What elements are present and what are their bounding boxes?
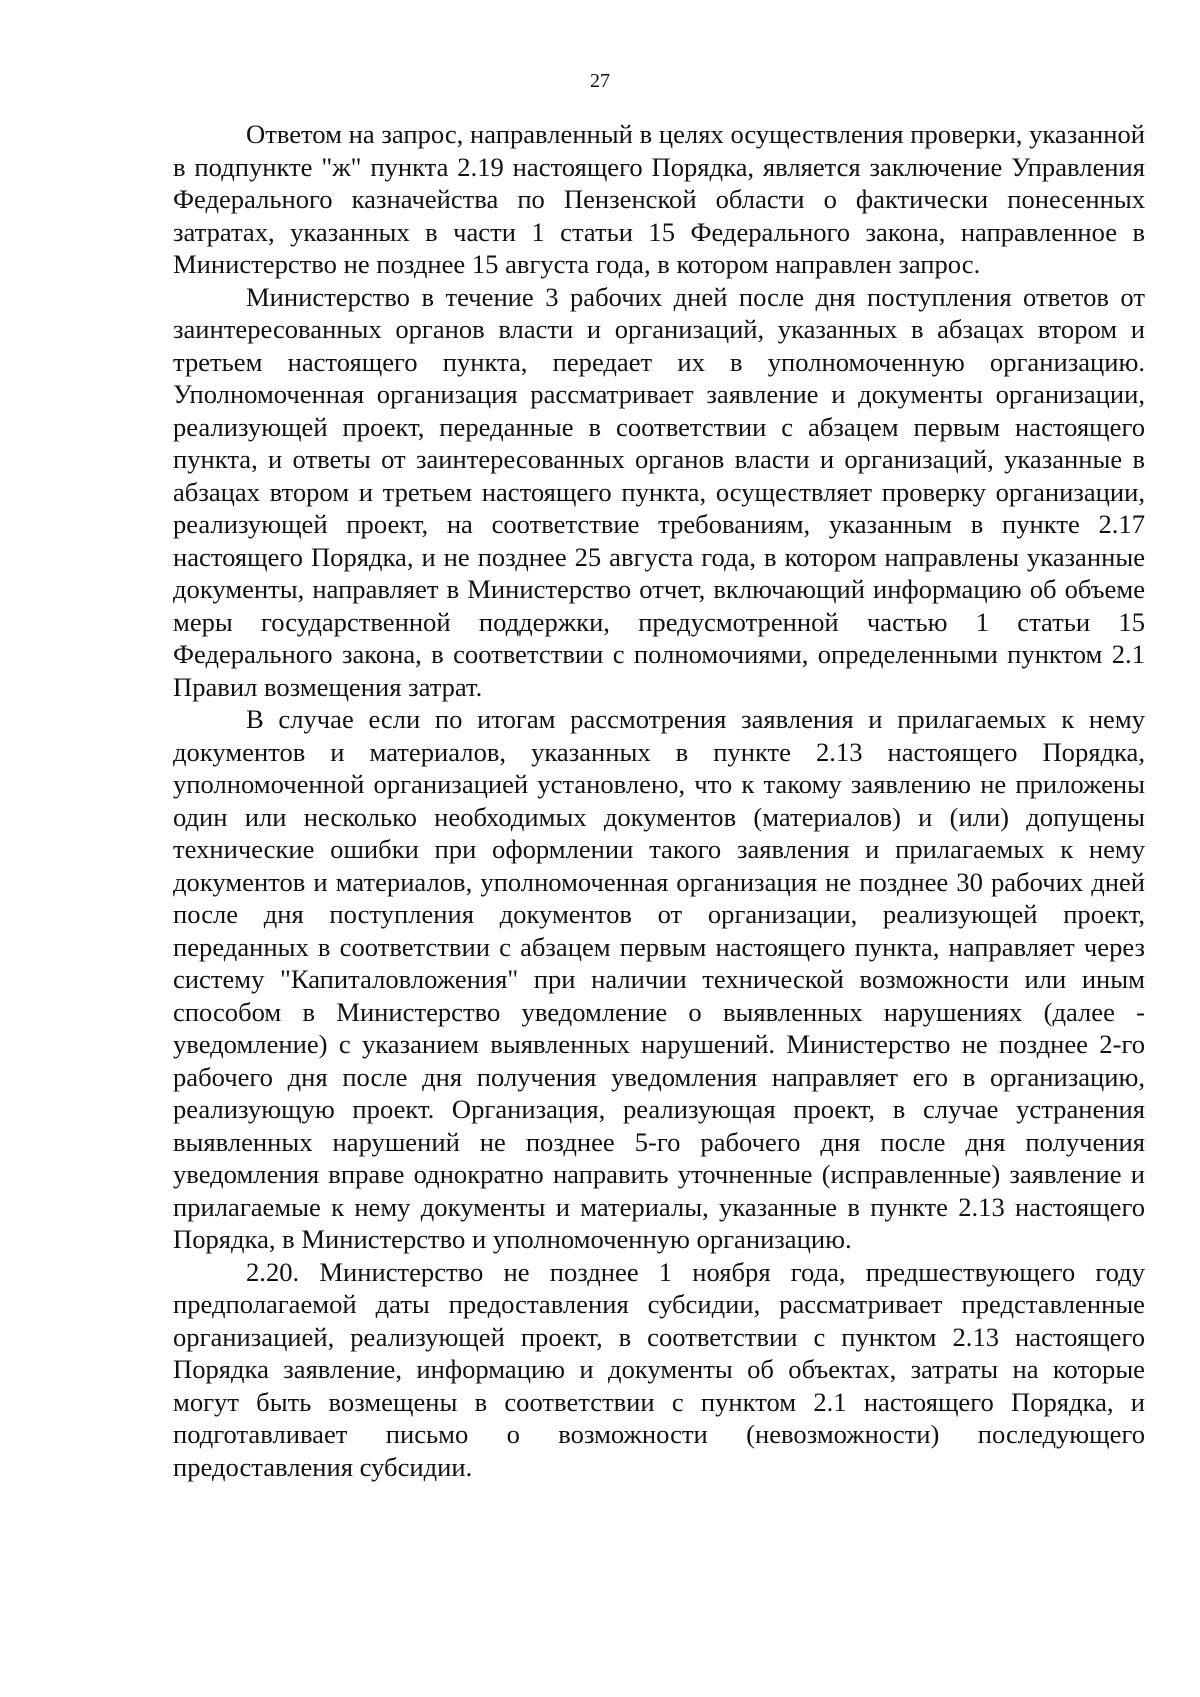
page-number: 27 [590,70,610,92]
paragraph-response-to-request: Ответом на запрос, направленный в целях осуществления проверки, указанной в подпункте "ж" пункта 2.19 настоящего Порядка, является заключение Управления Федерального казначейства по Пензенской области о фактически понесенных затратах, указанных в части 1 статьи 15 Федерального закона, направленное в Министерство не позднее 15 августа года, в котором направлен запрос. [173,119,1145,279]
document-body [173,118,1145,1483]
paragraph-violations-notice: В случае если по итогам рассмотрения заявления и прилагаемых к нему документов и материалов, указанных в пункте 2.13 настоящего Порядка, уполномоченной организацией установлено, что к такому заявлению не приложены один или несколько необходимых документов (материалов) и (или) допущены технические ошибки при оформлении такого заявления и прилагаемых к нему документов и материалов, уполномоченная организация не позднее 30 рабочих дней после дня поступления документов от организации, реализующей проект, переданных в соответствии с абзацем первым настоящего пункта, направляет через систему "Капиталовложения" при наличии технической возможности или иным способом в Министерство уведомление о выявленных нарушениях (далее - уведомление) с указанием выявленных нарушений. Министерство не позднее 2-го рабочего дня после дня получения уведомления направляет его в организацию, реализующую проект. Организация, реализующая проект, в случае устранения выявленных нарушений не позднее 5-го рабочего дня после дня получения уведомления вправе однократно направить уточненные (исправленные) заявление и прилагаемые к нему документы и материалы, указанные в пункте 2.13 настоящего Порядка, в Министерство и уполномоченную организацию. [173,704,1145,1254]
paragraph-ministry-review: Министерство в течение 3 рабочих дней после дня поступления ответов от заинтересованных органов власти и организаций, указанных в абзацах втором и третьем настоящего пункта, передает их в уполномоченную организацию. Уполномоченная организация рассматривает заявление и документы организации, реализующей проект, переданные в соответствии с абзацем первым настоящего пункта, и ответы от заинтересованных органов власти и организаций, указанные в абзацах втором и третьем настоящего пункта, осуществляет проверку организации, реализующей проект, на соответствие требованиям, указанным в пункте 2.17 настоящего Порядка, и не позднее 25 августа года, в котором направлены указанные документы, направляет в Министерство отчет, включающий информацию об объеме меры государственной поддержки, предусмотренной частью 1 статьи 15 Федерального закона, в соответствии с полномочиями, определенными пунктом 2.1 Правил возмещения затрат. [173,281,1145,702]
paragraph-2-20: 2.20. Министерство не позднее 1 ноября года, предшествующего году предполагаемой даты предоставления субсидии, рассматривает представленные организацией, реализующей проект, в соответствии с пунктом 2.13 настоящего Порядка заявление, информацию и документы об объектах, затраты на которые могут быть возмещены в соответствии с пунктом 2.1 настоящего Порядка, и подготавливает письмо о возможности (невозможности) последующего предоставления субсидии. [173,1256,1145,1482]
